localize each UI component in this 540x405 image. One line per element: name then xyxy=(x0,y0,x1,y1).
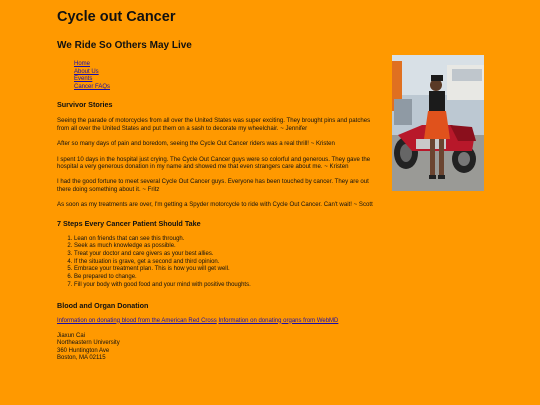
story-fritz: I had the good fortune to meet several Cycle Out Cancer guys. Everyone has been touched by cancer. They are out there doing something about it. ~ Fritz xyxy=(57,178,369,193)
site-title: Cycle out Cancer xyxy=(57,9,176,25)
red-cross-link[interactable]: Information on donating blood from the American Red Cross xyxy=(57,317,217,324)
list-item: 2. Seek as much knowledge as possible. xyxy=(74,243,487,251)
nav-events-link[interactable]: Events xyxy=(74,76,93,83)
nav-home-link[interactable]: Home xyxy=(74,61,91,67)
steps-list xyxy=(57,236,487,290)
nav-faqs-link[interactable]: Cancer FAQs xyxy=(74,83,111,90)
story-kristen-1: After so many days of pain and boredom, seeing the Cycle Out Cancer riders was a real thrill! ~ Kristen xyxy=(57,140,335,148)
list-item: 4. If the situation is grave, get a second and third opinion. xyxy=(74,259,487,267)
address-block xyxy=(57,333,487,363)
blood-heading: Blood and Organ Donation xyxy=(57,300,149,310)
survivor-heading: Survivor Stories xyxy=(57,100,113,110)
list-item: 7. Fill your body with good food and your mind with positive thoughts. xyxy=(74,282,487,290)
survivor-stories xyxy=(57,117,383,208)
address-name: Jiaxun Cai xyxy=(57,332,86,339)
list-item: 1. Lean on friends that can see this through. xyxy=(74,236,487,244)
nav-about-link[interactable]: About Us xyxy=(74,68,99,75)
address-city: Boston, MA 02115 xyxy=(57,355,106,362)
address-university: Northeastern University xyxy=(57,340,120,347)
site-tagline: We Ride So Others May Live xyxy=(57,40,192,51)
story-scott: As soon as my treatments are over, I'm getting a Spyder motorcycle to ride with Cycle Out Cancer. Can't wait! ~ Scott xyxy=(57,201,373,209)
story-kristen-2: I spent 10 days in the hospital just crying. The Cycle Out Cancer guys were so colorful and generous. They gave the hospital a very generous donation in my name and showed me that even strangers care about me. ~ Kristen xyxy=(57,155,371,170)
list-item: 6. Be prepared to change. xyxy=(74,274,487,282)
motorcycle-photo xyxy=(392,55,484,191)
donation-links xyxy=(57,318,487,325)
story-jennifer: Seeing the parade of motorcycles from all over the United States was super exciting. They brought pins and patches from all over the United States and put them on a sash to decorate my wheelchair. ~ Jennifer xyxy=(57,117,371,132)
list-item: 5. Embrace your treatment plan. This is how you will get well. xyxy=(74,266,487,274)
address-street: 360 Huntington Ave xyxy=(57,347,110,354)
steps-heading: 7 Steps Every Cancer Patient Should Take xyxy=(57,218,201,228)
webmd-link[interactable]: Information on donating organs from WebMD xyxy=(218,317,339,324)
list-item: 3. Treat your doctor and care givers as your best allies. xyxy=(74,251,487,259)
